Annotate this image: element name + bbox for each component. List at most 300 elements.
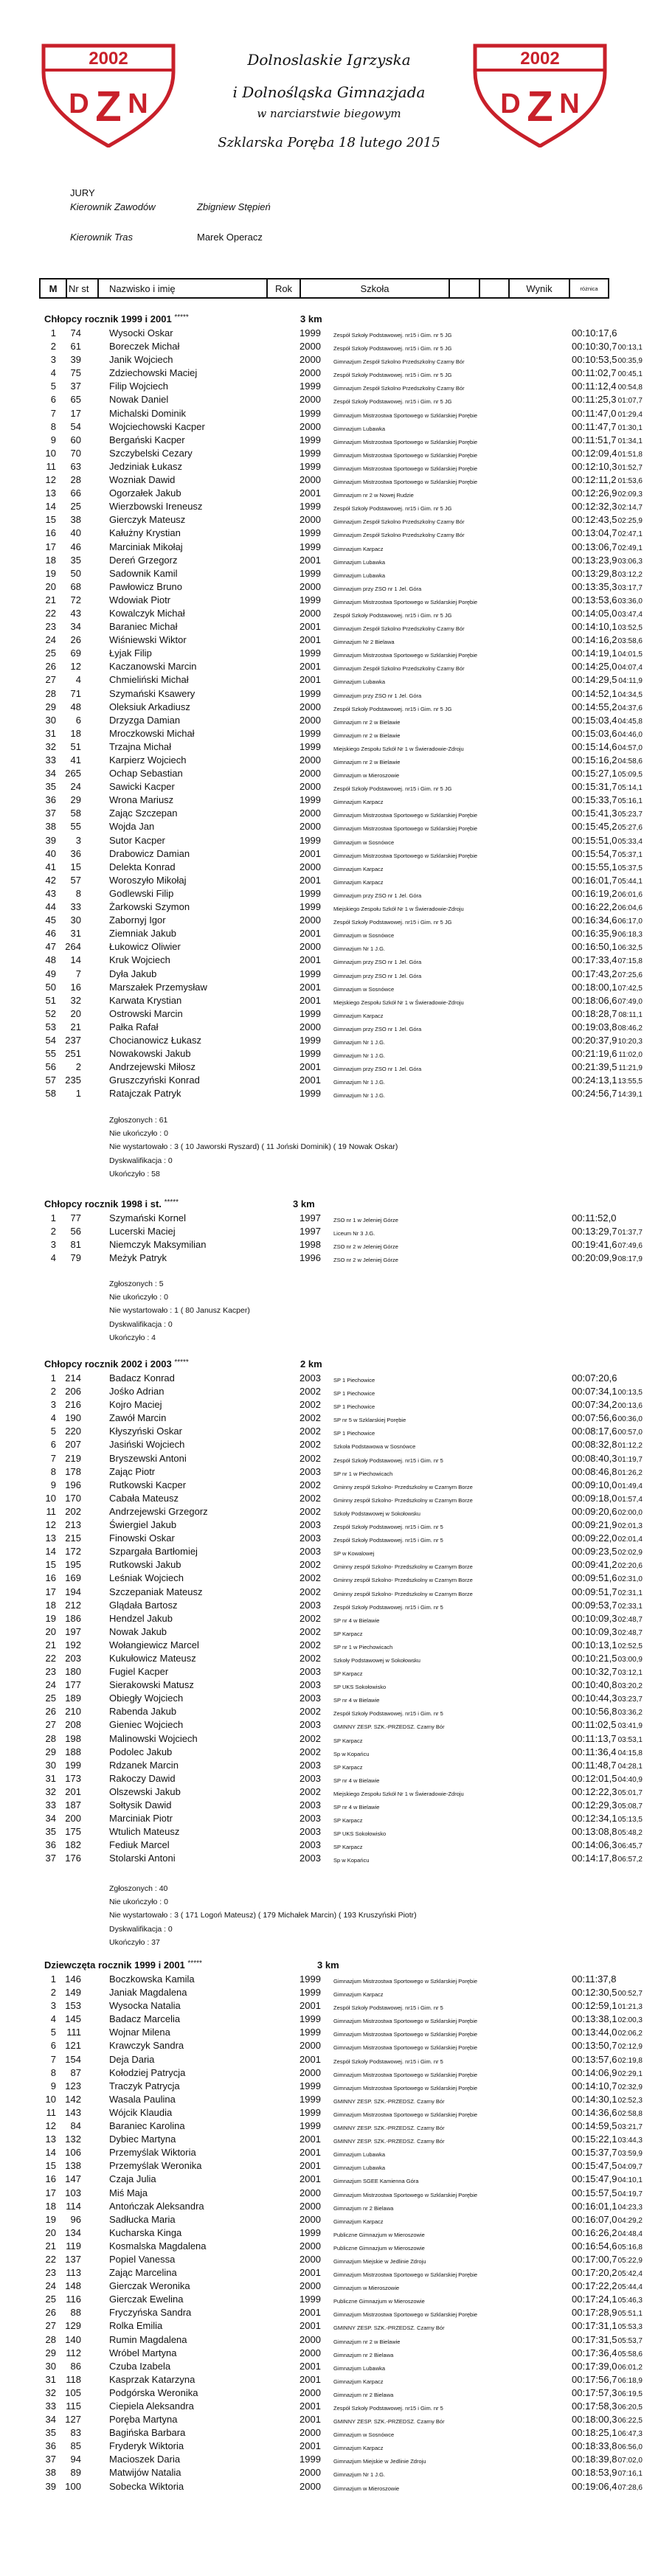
table-row xyxy=(0,1678,658,1692)
result-time-cell: 00:17:31,1 xyxy=(572,2320,617,2332)
result-time-cell: 00:09:51,6 xyxy=(572,1572,617,1584)
place-cell: 12 xyxy=(45,474,56,486)
school-cell: Gimnazjum Mistrzostwa Sportowego w Szklarskiej Porębie xyxy=(333,2084,478,2091)
school-cell: Gimnazjum Miejskie w Jedlinie Zdroju xyxy=(333,2257,426,2265)
athlete-name-cell: Sadłucka Maria xyxy=(109,2213,176,2225)
result-time-cell: 00:15:31,7 xyxy=(572,781,617,793)
place-cell: 27 xyxy=(45,1719,56,1731)
result-time-cell: 00:16:34,6 xyxy=(572,914,617,926)
result-time-cell: 00:10:40,8 xyxy=(572,1679,617,1691)
svg-text:Z: Z xyxy=(527,83,553,131)
table-row xyxy=(0,2280,658,2293)
time-difference-cell: 06:04,6 xyxy=(617,904,643,913)
result-time-cell: 00:08:46,8 xyxy=(572,1465,617,1477)
place-cell: 29 xyxy=(45,2347,56,2358)
result-time-cell: 00:14:59,5 xyxy=(572,2120,617,2132)
bib-number-cell: 147 xyxy=(65,2173,81,2185)
athlete-name-cell: Przemyślak Wiktoria xyxy=(109,2147,196,2159)
table-row xyxy=(0,2200,658,2213)
result-time-cell: 00:10:09,3 xyxy=(572,1612,617,1624)
athlete-name-cell: Czaja Julia xyxy=(109,2173,156,2185)
time-difference-cell: 08:17,9 xyxy=(617,1255,643,1264)
birth-year-cell: 1999 xyxy=(299,1973,321,1985)
athlete-name-cell: Żarkowski Szymon xyxy=(109,901,190,913)
result-time-cell: 00:11:02,5 xyxy=(572,1719,617,1731)
place-cell: 19 xyxy=(45,567,56,579)
bib-number-cell: 237 xyxy=(65,1034,81,1046)
time-difference-cell: 00:54,8 xyxy=(617,383,643,392)
result-time-cell: 00:14:05,0 xyxy=(572,607,617,619)
dzn-logo-right xyxy=(472,43,608,147)
time-difference-cell: 03:12,1 xyxy=(617,1669,643,1678)
place-cell: 34 xyxy=(45,768,56,780)
school-cell: SP nr 4 w Bielawie xyxy=(333,1697,380,1704)
table-row xyxy=(0,327,658,340)
result-time-cell: 00:12:29,3 xyxy=(572,1799,617,1811)
result-time-cell: 00:13:04,7 xyxy=(572,527,617,539)
athlete-name-cell: Podgórska Weronika xyxy=(109,2386,198,2398)
athlete-name-cell: Bergański Kacper xyxy=(109,434,185,445)
time-difference-cell: 05:33,4 xyxy=(617,837,643,846)
bib-number-cell: 196 xyxy=(65,1479,81,1490)
time-difference-cell: 05:48,2 xyxy=(617,1829,643,1838)
place-cell: 16 xyxy=(45,527,56,539)
bib-number-cell: 137 xyxy=(65,2253,81,2265)
school-cell: Zespół Szkoły Podstawowej. nr15 i Gim. nr 5 JG xyxy=(333,398,452,406)
birth-year-cell: 2001 xyxy=(299,2440,321,2452)
school-cell: Gimnazjum Mistrzostwa Sportowego w Szklarskiej Porębie xyxy=(333,2191,478,2198)
school-cell: Gimnazjum Mistrzostwa Sportowego w Szklarskiej Porębie xyxy=(333,2311,478,2319)
table-row xyxy=(0,1398,658,1412)
athlete-name-cell: Marciniak Mikołaj xyxy=(109,541,183,552)
category-title-text: Dziewczęta rocznik 1999 i 2001 xyxy=(44,1959,185,1971)
school-cell: Gimnazjum Mistrzostwa Sportowego w Szklarskiej Porębie xyxy=(333,451,478,459)
athlete-name-cell: Wojciechowski Kacper xyxy=(109,420,205,432)
athlete-name-cell: Wozniak Dawid xyxy=(109,474,176,486)
athlete-name-cell: Rakoczy Dawid xyxy=(109,1772,176,1784)
athlete-name-cell: Mroczkowski Michał xyxy=(109,727,195,739)
place-cell: 5 xyxy=(50,381,56,392)
result-time-cell: 00:17:31,5 xyxy=(572,2333,617,2345)
time-difference-cell: 04:45,8 xyxy=(617,717,643,726)
time-difference-cell: 02:52,3 xyxy=(617,2096,643,2105)
table-row xyxy=(0,1465,658,1479)
athlete-name-cell: Wójcik Klaudia xyxy=(109,2106,173,2118)
school-cell: Gimnazjum Nr 1 J.G. xyxy=(333,2471,386,2479)
birth-year-cell: 1999 xyxy=(299,901,321,913)
bib-number-cell: 65 xyxy=(70,394,81,406)
time-difference-cell: 07:15,8 xyxy=(617,957,643,966)
bib-number-cell: 195 xyxy=(65,1559,81,1571)
shield-logo-icon xyxy=(41,43,176,147)
birth-year-cell: 1999 xyxy=(299,740,321,752)
athlete-name-cell: Popiel Vanessa xyxy=(109,2253,176,2265)
table-row xyxy=(0,1732,658,1746)
result-time-cell: 00:19:06,4 xyxy=(572,2480,617,2492)
place-cell: 2 xyxy=(50,1987,56,1999)
athlete-name-cell: Gierczak Weronika xyxy=(109,2280,190,2292)
birth-year-cell: 2000 xyxy=(299,2213,321,2225)
table-row xyxy=(0,393,658,406)
place-cell: 13 xyxy=(45,2134,56,2145)
result-time-cell: 00:14:25,0 xyxy=(572,661,617,673)
birth-year-cell: 1999 xyxy=(299,541,321,552)
birth-year-cell: 2001 xyxy=(299,661,321,673)
athlete-name-cell: Kołodziej Patrycja xyxy=(109,2066,186,2078)
school-cell: Szkoła Podstawowa w Sosnówce xyxy=(333,1443,416,1451)
bib-number-cell: 46 xyxy=(70,541,81,552)
birth-year-cell: 2002 xyxy=(299,1612,321,1624)
athlete-name-cell: Rumin Magdalena xyxy=(109,2333,187,2345)
result-time-cell: 00:20:37,9 xyxy=(572,1034,617,1046)
place-cell: 10 xyxy=(45,2093,56,2105)
time-difference-cell: 00:57,0 xyxy=(617,1428,643,1437)
athlete-name-cell: Oleksiuk Arkadiusz xyxy=(109,701,190,712)
jury-name: Marek Operacz xyxy=(197,232,263,243)
place-cell: 33 xyxy=(45,754,56,765)
birth-year-cell: 2000 xyxy=(299,2187,321,2198)
bib-number-cell: 113 xyxy=(66,2267,81,2279)
bib-number-cell: 32 xyxy=(70,994,81,1006)
birth-year-cell: 2001 xyxy=(299,1075,321,1086)
bib-number-cell: 265 xyxy=(65,768,81,780)
place-cell: 2 xyxy=(50,1386,56,1398)
birth-year-cell: 2000 xyxy=(299,2240,321,2252)
birth-year-cell: 1999 xyxy=(299,381,321,392)
result-time-cell: 00:13:53,6 xyxy=(572,594,617,605)
time-difference-cell: 06:56,0 xyxy=(617,2443,643,2452)
result-time-cell: 00:17:58,3 xyxy=(572,2400,617,2412)
table-row xyxy=(0,407,658,420)
place-cell: 35 xyxy=(45,2427,56,2439)
time-difference-cell: 04:07,4 xyxy=(617,664,643,673)
athlete-name-cell: Szpargała Bartłomiej xyxy=(109,1546,198,1558)
school-cell: Gimnazjum Lubawka xyxy=(333,678,386,686)
birth-year-cell: 2003 xyxy=(299,1532,321,1544)
birth-year-cell: 1999 xyxy=(299,501,321,513)
did-not-finish-count: Nie ukończyło : 0 xyxy=(109,1129,168,1139)
bib-number-cell: 129 xyxy=(65,2320,81,2332)
school-cell: SP w Kowalowej xyxy=(333,1550,375,1558)
bib-number-cell: 48 xyxy=(70,701,81,712)
table-row xyxy=(0,914,658,927)
bib-number-cell: 140 xyxy=(65,2333,81,2345)
school-cell: SP 1 Piechowice xyxy=(333,1430,375,1437)
time-difference-cell: 01:53,6 xyxy=(617,477,643,486)
birth-year-cell: 2000 xyxy=(299,808,321,819)
category-distance: 2 km xyxy=(300,1358,322,1369)
result-time-cell: 00:10:32,7 xyxy=(572,1666,617,1678)
time-difference-cell: 05:42,4 xyxy=(617,2270,643,2279)
bib-number-cell: 111 xyxy=(66,2027,81,2038)
place-cell: 4 xyxy=(50,2013,56,2025)
school-cell: Gimnazjum Zespół Szkolno Przedszkolny Czarny Bór xyxy=(333,518,465,526)
birth-year-cell: 2001 xyxy=(299,2053,321,2065)
athlete-name-cell: Wróbel Martyna xyxy=(109,2347,177,2358)
table-row xyxy=(0,460,658,473)
result-time-cell: 00:17:36,4 xyxy=(572,2347,617,2358)
svg-text:2002: 2002 xyxy=(89,49,128,69)
table-row xyxy=(0,647,658,660)
place-cell: 27 xyxy=(45,2320,56,2332)
finished-count: Ukończyło : 58 xyxy=(109,1169,160,1178)
result-time-cell: 00:11:02,7 xyxy=(572,367,617,379)
time-difference-cell: 05:16,1 xyxy=(617,797,643,806)
birth-year-cell: 1999 xyxy=(299,794,321,806)
bib-number-cell: 197 xyxy=(65,1625,81,1637)
table-row xyxy=(0,2093,658,2106)
bib-number-cell: 134 xyxy=(65,2226,81,2238)
table-row xyxy=(0,994,658,1007)
athlete-name-cell: Badacz Konrad xyxy=(109,1372,175,1384)
school-cell: Gimnazjum przy ZSO nr 1 Jel. Góra xyxy=(333,585,422,592)
result-time-cell: 00:14:10,7 xyxy=(572,2080,617,2091)
school-cell: Gimnazjum Mistrzostwa Sportowego w Szklarskiej Porębie xyxy=(333,438,478,445)
athlete-name-cell: Wdowiak Piotr xyxy=(109,594,171,605)
disqualified-count: Dyskwalifikacja : 0 xyxy=(109,1319,173,1329)
bib-number-cell: 26 xyxy=(70,634,81,646)
result-time-cell: 00:14:29,5 xyxy=(572,674,617,686)
birth-year-cell: 2001 xyxy=(299,634,321,646)
athlete-name-cell: Szymański Kornel xyxy=(109,1212,187,1223)
bib-number-cell: 41 xyxy=(70,754,81,765)
birth-year-cell: 2002 xyxy=(299,1505,321,1517)
birth-year-cell: 2000 xyxy=(299,768,321,780)
birth-year-cell: 2000 xyxy=(299,754,321,765)
school-cell: Gimnazjum Nr 1 J.G. xyxy=(333,945,386,953)
athlete-name-cell: Wiśniewski Wiktor xyxy=(109,634,187,646)
result-time-cell: 00:11:12,4 xyxy=(572,381,617,392)
place-cell: 18 xyxy=(45,2200,56,2212)
place-cell: 8 xyxy=(50,1465,56,1477)
athlete-name-cell: Fediuk Marcel xyxy=(109,1839,170,1851)
bib-number-cell: 118 xyxy=(66,2373,81,2385)
athlete-name-cell: Szymański Ksawery xyxy=(109,687,195,699)
results-table-header xyxy=(39,278,609,299)
place-cell: 18 xyxy=(45,1599,56,1611)
bib-number-cell: 119 xyxy=(66,2240,81,2252)
athlete-name-cell: Rutkowski Kacper xyxy=(109,1479,187,1490)
time-difference-cell: 01:12,2 xyxy=(617,1442,643,1451)
birth-year-cell: 1999 xyxy=(299,1088,321,1100)
did-not-finish-count: Nie ukończyło : 0 xyxy=(109,1898,168,1907)
place-cell: 38 xyxy=(45,2467,56,2479)
athlete-name-cell: Wierzbowski Ireneusz xyxy=(109,501,203,513)
table-row xyxy=(0,2053,658,2066)
bib-number-cell: 114 xyxy=(66,2200,81,2212)
result-time-cell: 00:17:33,4 xyxy=(572,954,617,966)
bib-number-cell: 55 xyxy=(70,821,81,833)
result-time-cell: 00:17:28,9 xyxy=(572,2307,617,2319)
time-difference-cell: 02:02,9 xyxy=(617,1549,643,1558)
birth-year-cell: 2000 xyxy=(299,2386,321,2398)
table-row xyxy=(0,527,658,540)
athlete-name-cell: Trzajna Michał xyxy=(109,740,172,752)
bib-number-cell: 8 xyxy=(75,887,81,899)
birth-year-cell: 2003 xyxy=(299,1853,321,1864)
time-difference-cell: 13:55,5 xyxy=(617,1077,643,1086)
time-difference-cell: 03:41,9 xyxy=(617,1722,643,1731)
title-line-3: w narciarstwie biegowym xyxy=(257,107,401,120)
result-time-cell: 00:10:09,3 xyxy=(572,1625,617,1637)
svg-text:N: N xyxy=(559,88,580,119)
birth-year-cell: 2003 xyxy=(299,1759,321,1771)
school-cell: Zespół Szkoły Podstawowej. nr15 i Gim. nr 5 JG xyxy=(333,345,452,353)
place-cell: 14 xyxy=(45,2147,56,2159)
birth-year-cell: 2000 xyxy=(299,714,321,726)
birth-year-cell: 2000 xyxy=(299,781,321,793)
birth-year-cell: 2000 xyxy=(299,1021,321,1032)
result-time-cell: 00:10:44,3 xyxy=(572,1693,617,1704)
athlete-name-cell: Świergiel Jakub xyxy=(109,1519,177,1531)
birth-year-cell: 1999 xyxy=(299,648,321,659)
table-row xyxy=(0,687,658,701)
athlete-name-cell: Zając Piotr xyxy=(109,1465,156,1477)
birth-year-cell: 2000 xyxy=(299,514,321,526)
place-cell: 3 xyxy=(50,2000,56,2012)
table-row xyxy=(0,1705,658,1718)
table-row xyxy=(0,2146,658,2159)
result-time-cell: 00:19:03,8 xyxy=(572,1021,617,1032)
time-difference-cell: 02:49,1 xyxy=(617,544,643,552)
time-difference-cell: 05:22,9 xyxy=(617,2256,643,2265)
school-cell: SP nr 4 w Bielawie xyxy=(333,1777,380,1784)
time-difference-cell: 05:58,6 xyxy=(617,2350,643,2358)
bib-number-cell: 50 xyxy=(70,567,81,579)
time-difference-cell: 05:37,5 xyxy=(617,864,643,872)
school-cell: Gimnazjum Karpacz xyxy=(333,2218,384,2225)
bib-number-cell: 138 xyxy=(65,2160,81,2172)
table-row xyxy=(0,1812,658,1825)
time-difference-cell: 02:58,8 xyxy=(617,2109,643,2118)
time-difference-cell: 06:45,7 xyxy=(617,1842,643,1851)
athlete-name-cell: Kłyszyński Oskar xyxy=(109,1426,182,1437)
athlete-name-cell: Wojnar Milena xyxy=(109,2027,170,2038)
table-row xyxy=(0,1238,658,1251)
time-difference-cell: 03:06,3 xyxy=(617,557,643,566)
athlete-name-cell: Rabenda Jakub xyxy=(109,1706,177,1718)
school-cell: Gimnazjum Mistrzostwa Sportowego w Szklarskiej Porębie xyxy=(333,2111,478,2118)
table-row xyxy=(0,487,658,500)
table-row xyxy=(0,767,658,780)
did-not-start-list: Nie wystartowało : 3 ( 10 Jaworski Ryszard) ( 11 Joński Dominik) ( 19 Nowak Oskar) xyxy=(109,1142,398,1152)
time-difference-cell: 03:36,0 xyxy=(617,597,643,605)
time-difference-cell: 02:32,9 xyxy=(617,2083,643,2091)
school-cell: Gimnazjum Mistrzostwa Sportowego w Szklarskiej Porębie xyxy=(333,825,478,833)
time-difference-cell: 04:40,9 xyxy=(617,1775,643,1784)
place-cell: 7 xyxy=(50,407,56,419)
time-difference-cell: 04:10,1 xyxy=(617,2176,643,2185)
bib-number-cell: 20 xyxy=(70,1007,81,1019)
finished-count: Ukończyło : 4 xyxy=(109,1333,156,1342)
bib-number-cell: 2 xyxy=(75,1061,81,1073)
school-cell: Gimnazjum Karpacz xyxy=(333,1012,384,1019)
place-cell: 31 xyxy=(45,727,56,739)
bib-number-cell: 29 xyxy=(70,794,81,806)
table-row xyxy=(0,447,658,460)
school-cell: Gimnazjum SGEE Kamienna Góra xyxy=(333,2178,419,2185)
place-cell: 28 xyxy=(45,1732,56,1744)
birth-year-cell: 1999 xyxy=(299,460,321,472)
athlete-name-cell: Ogorzałek Jakub xyxy=(109,487,181,499)
school-cell: Gimnazjum Karpacz xyxy=(333,2378,384,2385)
time-difference-cell: 06:01,2 xyxy=(617,2363,643,2372)
time-difference-cell: 07:49,6 xyxy=(617,1242,643,1251)
athlete-name-cell: Kukułowicz Mateusz xyxy=(109,1652,196,1664)
time-difference-cell: 04:23,3 xyxy=(617,2203,643,2212)
bib-number-cell: 177 xyxy=(65,1679,81,1691)
place-cell: 50 xyxy=(45,981,56,993)
school-cell: SP nr 5 w Szklarskiej Porębie xyxy=(333,1417,406,1424)
did-not-finish-count: Nie ukończyło : 0 xyxy=(109,1293,168,1302)
birth-year-cell: 2003 xyxy=(299,1772,321,1784)
result-time-cell: 00:16:35,9 xyxy=(572,928,617,940)
bib-number-cell: 145 xyxy=(65,2013,81,2025)
place-cell: 16 xyxy=(45,2173,56,2185)
bib-number-cell: 83 xyxy=(70,2427,81,2439)
athlete-name-cell: Wołangiewicz Marcel xyxy=(109,1639,199,1650)
category-summary xyxy=(109,1277,250,1344)
bib-number-cell: 112 xyxy=(66,2347,81,2358)
result-time-cell: 00:09:22,0 xyxy=(572,1532,617,1544)
school-cell: Gimnazjum nr 2 w Bielawie xyxy=(333,759,401,765)
athlete-name-cell: Sutor Kacper xyxy=(109,834,165,846)
birth-year-cell: 2002 xyxy=(299,1706,321,1718)
athlete-name-cell: Stolarski Antoni xyxy=(109,1853,176,1864)
time-difference-cell: 04:19,7 xyxy=(617,2190,643,2198)
bib-number-cell: 88 xyxy=(70,2307,81,2319)
school-cell: Zespół Szkoły Podstawowej. nr15 i Gim. nr 5 JG xyxy=(333,505,452,513)
place-cell: 14 xyxy=(45,1546,56,1558)
time-difference-cell: 05:09,5 xyxy=(617,771,643,780)
school-cell: Zespół Szkoły Podstawowej. nr15 i Gim. nr 5 JG xyxy=(333,919,452,926)
time-difference-cell: 10:20,3 xyxy=(617,1037,643,1046)
result-time-cell: 00:13:29,7 xyxy=(572,1226,617,1237)
place-cell: 26 xyxy=(45,661,56,673)
result-time-cell: 00:12:32,3 xyxy=(572,501,617,513)
table-row xyxy=(0,594,658,607)
school-cell: Gimnazjum Mistrzostwa Sportowego w Szklarskiej Porębie xyxy=(333,465,478,472)
place-cell: 30 xyxy=(45,2360,56,2372)
category-title xyxy=(44,1959,202,1971)
athlete-name-cell: Chocianowicz Łukasz xyxy=(109,1034,202,1046)
result-time-cell: 00:09:18,0 xyxy=(572,1492,617,1504)
category-title xyxy=(44,313,189,324)
athlete-name-cell: Kowalczyk Michał xyxy=(109,607,185,619)
table-row xyxy=(0,2440,658,2453)
athlete-name-cell: Kojro Maciej xyxy=(109,1399,162,1411)
time-difference-cell: 01:37,7 xyxy=(617,1229,643,1237)
result-time-cell: 00:11:52,0 xyxy=(572,1212,617,1223)
result-time-cell: 00:10:17,6 xyxy=(572,327,617,339)
place-cell: 40 xyxy=(45,847,56,859)
birth-year-cell: 1999 xyxy=(299,968,321,979)
school-cell: Gimnazjum nr 2 Bielawa xyxy=(333,2391,394,2398)
result-time-cell: 00:07:56,6 xyxy=(572,1412,617,1424)
athlete-name-cell: Baraniec Karolina xyxy=(109,2120,185,2132)
place-cell: 19 xyxy=(45,1612,56,1624)
table-row xyxy=(0,500,658,513)
time-difference-cell: 05:14,1 xyxy=(617,784,643,793)
athlete-name-cell: Gruszczyński Konrad xyxy=(109,1075,200,1086)
school-cell: Zespół Szkoły Podstawowej. nr15 i Gim. nr 5 xyxy=(333,1603,443,1611)
result-time-cell: 00:12:10,3 xyxy=(572,460,617,472)
athlete-name-cell: Drzyzga Damian xyxy=(109,714,181,726)
result-time-cell: 00:11:37,8 xyxy=(572,1973,617,1985)
result-time-cell: 00:15:33,7 xyxy=(572,794,617,806)
bib-number-cell: 210 xyxy=(65,1706,81,1718)
birth-year-cell: 2000 xyxy=(299,821,321,833)
